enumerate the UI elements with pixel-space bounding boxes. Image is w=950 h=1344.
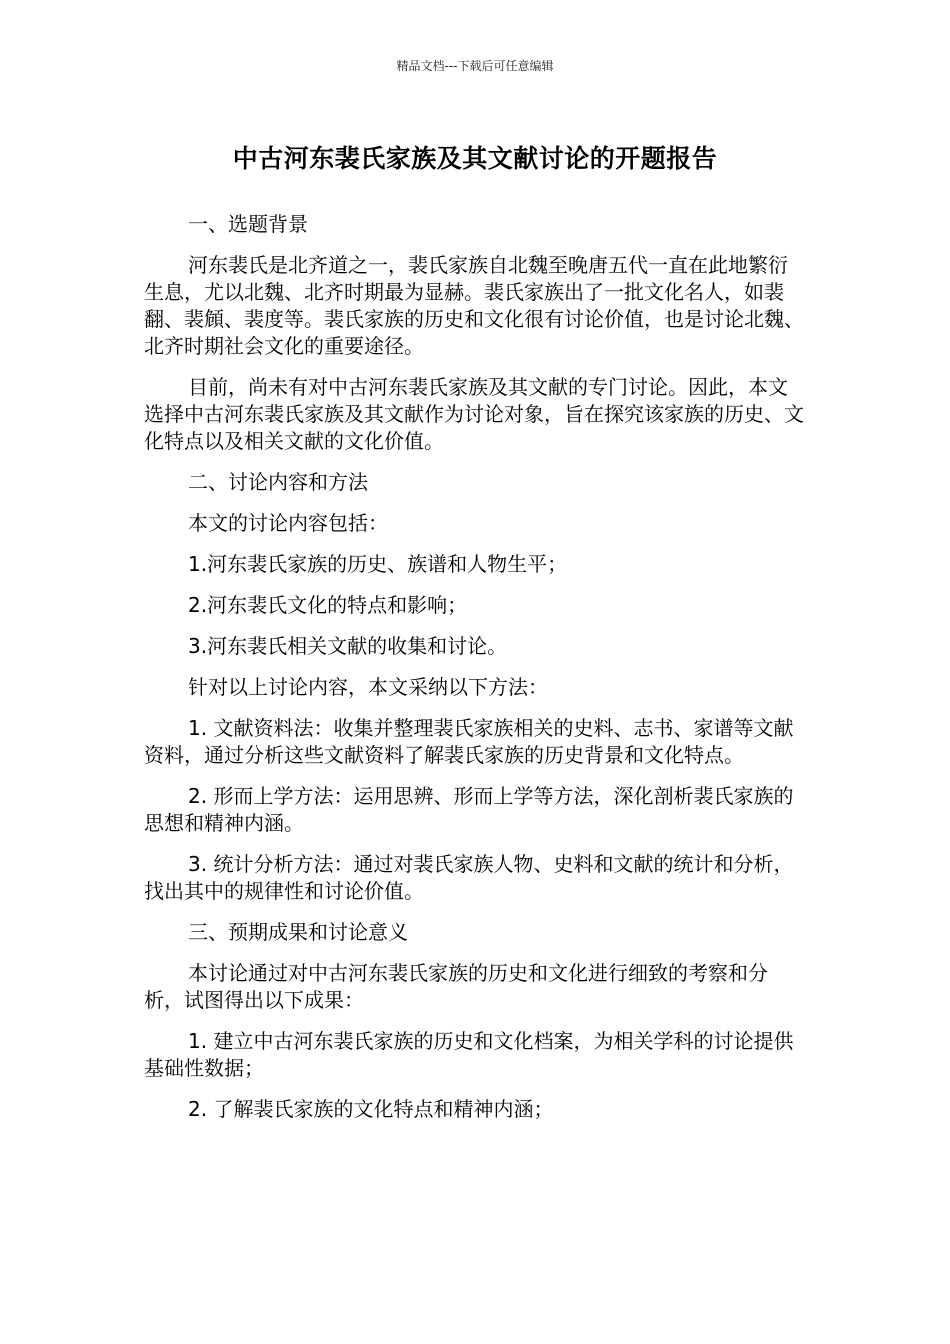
list-item: 2. 了解裴氏家族的文化特点和精神内涵； bbox=[188, 1097, 554, 1121]
list-item: 2. 形而上学方法：运用思辨、形而上学等方法，深化剖析裴氏家族的思想和精神内涵。 bbox=[144, 784, 794, 835]
paragraph: 本文的讨论内容包括： bbox=[188, 511, 388, 535]
list-item: 1.河东裴氏家族的历史、族谱和人物生平； bbox=[188, 552, 568, 576]
paragraph: 针对以上讨论内容，本文采纳以下方法： bbox=[188, 675, 548, 699]
document-body bbox=[144, 211, 806, 1137]
paragraph: 河东裴氏是北齐道之一，裴氏家族自北魏至晚唐五代一直在此地繁衍生息，尤以北魏、北齐时期最为显赫。裴氏家族出了一批文化名人，如裴翻、裴頠、裴度等。裴氏家族的历史和文化很有讨论价值，也是讨论北魏、北齐时期社会文化的重要途径。 bbox=[144, 253, 804, 358]
document-title: 中古河东裴氏家族及其文献讨论的开题报告 bbox=[232, 144, 718, 173]
list-item: 1. 建立中古河东裴氏家族的历史和文化档案，为相关学科的讨论提供基础性数据； bbox=[144, 1029, 794, 1080]
section-heading-expected-results: 三、预期成果和讨论意义 bbox=[188, 920, 408, 944]
list-item: 3.河东裴氏相关文献的收集和讨论。 bbox=[188, 634, 508, 658]
header-note: 精品文档---下载后可任意编辑 bbox=[396, 59, 554, 73]
list-item: 2.河东裴氏文化的特点和影响； bbox=[188, 593, 468, 617]
list-item: 3. 统计分析方法：通过对裴氏家族人物、史料和文献的统计和分析，找出其中的规律性和讨论价值。 bbox=[144, 852, 794, 903]
list-item: 1. 文献资料法：收集并整理裴氏家族相关的史料、志书、家谱等文献资料，通过分析这些文献资料了解裴氏家族的历史背景和文化特点。 bbox=[144, 716, 794, 767]
paragraph: 目前，尚未有对中古河东裴氏家族及其文献的专门讨论。因此，本文选择中古河东裴氏家族及其文献作为讨论对象，旨在探究该家族的历史、文化特点以及相关文献的文化价值。 bbox=[144, 375, 804, 453]
paragraph: 本讨论通过对中古河东裴氏家族的历史和文化进行细致的考察和分析，试图得出以下成果： bbox=[144, 961, 768, 1012]
section-heading-background: 一、选题背景 bbox=[188, 212, 308, 236]
section-heading-content-methods: 二、讨论内容和方法 bbox=[188, 470, 368, 494]
